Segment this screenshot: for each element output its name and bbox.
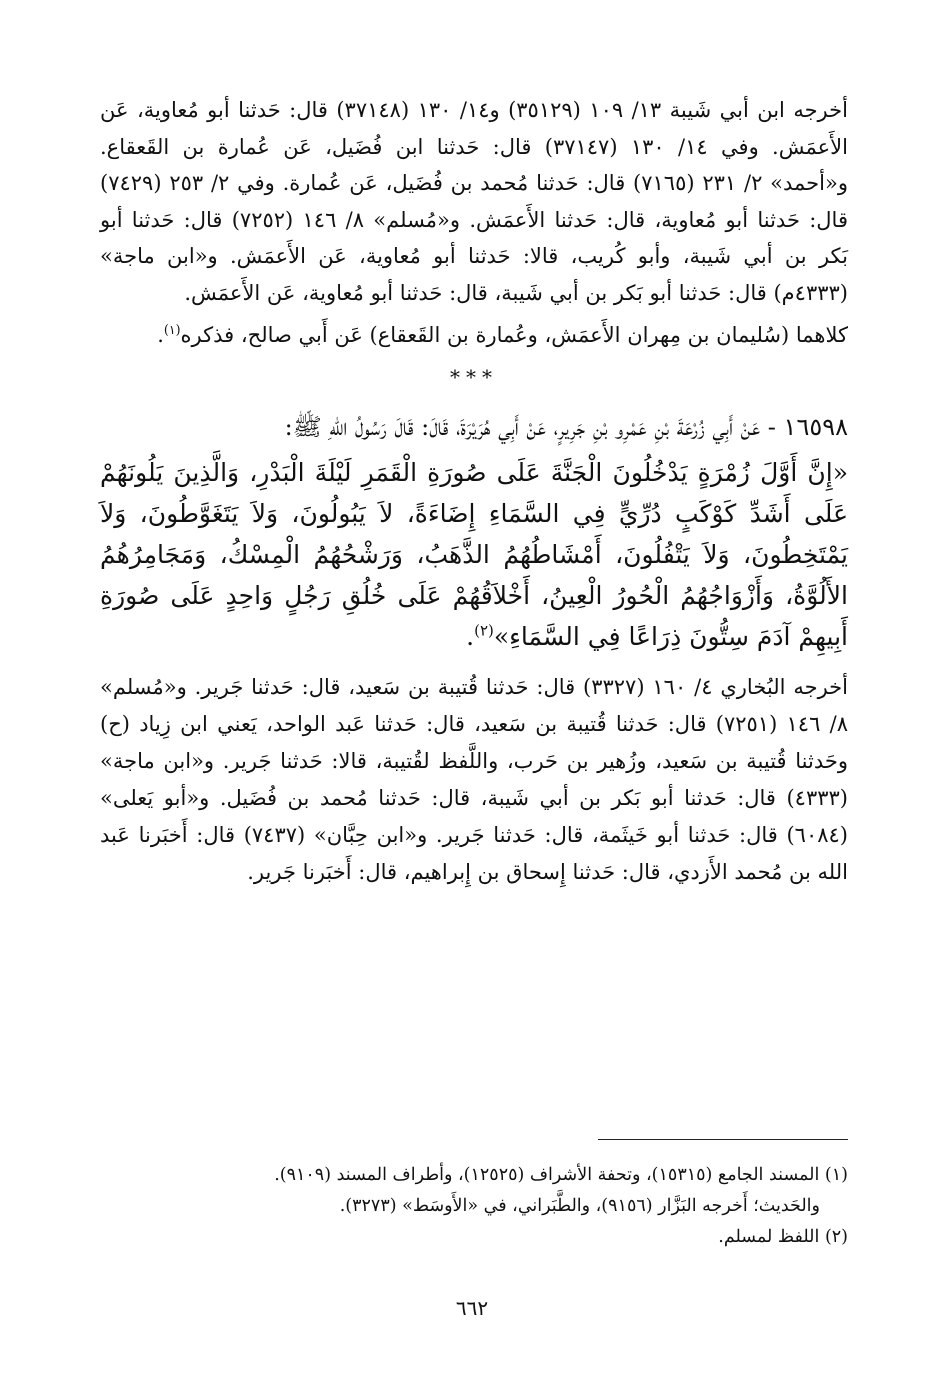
- isnad-summary-end: .: [157, 323, 164, 347]
- footnote-1: (١) المسند الجامع (١٥٣١٥)، وتحفة الأشراف (١٢٥٢٥)، وأطراف المسند (٩١٠٩).: [274, 1165, 848, 1185]
- page-body: [100, 92, 848, 891]
- hadith-text-body: «إِنَّ أَوَّلَ زُمْرَةٍ يَدْخُلُونَ الْجَنَّةَ عَلَى صُورَةِ الْقَمَرِ لَيْلَةَ الْبَدْرِ، وَالَّذِينَ يَلُونَهُمْ عَلَى أَشَدِّ كَوْكَبٍ دُرِّيٍّ فِي السَّمَاءِ إِضَاءَةً، لاَ يَبُولُونَ، وَلاَ يَتَغَوَّطُونَ، وَلاَ يَمْتَخِطُونَ، وَلاَ يَتْفُلُونَ، أَمْشَاطُهُمُ الذَّهَبُ، وَرَشْحُهُمُ الْمِسْكُ، وَمَجَامِرُهُمُ الأَلُوَّةُ، وَأَزْوَاجُهُمُ الْحُورُ الْعِينُ، أَخْلاَقُهُمْ عَلَى خُلُقِ رَجُلٍ وَاحِدٍ عَلَى صُورَةِ أَبِيهِمْ آدَمَ سِتُّونَ ذِرَاعًا فِي السَّمَاءِ»: [100, 457, 848, 651]
- footnote-divider: [598, 1139, 848, 1140]
- footnote-ref-1[interactable]: (١): [163, 322, 181, 337]
- page-number: ٦٦٢: [455, 1296, 489, 1320]
- hadith-text-end: .: [466, 621, 475, 651]
- section-separator: ***: [450, 364, 498, 389]
- hadith-text: [100, 452, 848, 657]
- footnotes: [100, 1160, 848, 1253]
- takhrij-paragraph-2: أخرجه البُخاري ٤/ ١٦٠ (٣٣٢٧) قال: حَدثنا قُتيبة بن سَعيد، قال: حَدثنا جَرير. و«مُسلم» ٨/ ١٤٦ (٧٢٥١) قال: حَدثنا قُتيبة بن سَعيد، قال: حَدثنا عَبد الواحد، يَعني ابن زِياد (ح) وحَدثنا قُتيبة بن سَعيد، وزُهير بن حَرب، واللَّفظ لقُتيبة، قالا: حَدثنا جَرير. و«ابن ماجة» (٤٣٣٣) قال: حَدثنا أبو بَكر بن أبي شَيبة، قال: حَدثنا مُحمد بن فُضَيل. و«أبو يَعلى» (٦٠٨٤) قال: حَدثنا أبو خَيثَمة، قال: حَدثنا جَرير. و«ابن حِبَّان» (٧٤٣٧) قال: أَخبَرنا عَبد الله بن مُحمد الأَزدي، قال: حَدثنا إِسحاق بن إِبراهيم، قال: أَخبَرنا جَرير.: [100, 674, 848, 884]
- isnad-summary: [100, 317, 848, 354]
- isnad-summary-text: كلاهما (سُليمان بن مِهران الأَعمَش، وعُمارة بن القَعقاع) عَن أَبي صالح، فذكره: [180, 323, 848, 347]
- footnote-1-continuation: والحَديث؛ أَخرجه البَزَّار (٩١٥٦)، والطَّبَراني، في «الأَوسَط» (٣٢٧٣).: [339, 1196, 820, 1216]
- footnote-2: (٢) اللفظ لمسلم.: [718, 1227, 848, 1247]
- hadith-header: ١٦٥٩٨ - عَنْ أَبِي زُرْعَةَ بْنِ عَمْرِو بْنِ جَرِيرٍ، عَنْ أَبِي هُرَيْرَةَ، قَالَ: قَالَ رَسُولُ اللهِ ﷺ:: [284, 412, 848, 441]
- takhrij-paragraph-1: أخرجه ابن أبي شَيبة ١٣/ ١٠٩ (٣٥١٢٩) و١٤/ ١٣٠ (٣٧١٤٨) قال: حَدثنا أبو مُعاوية، عَن الأَعمَش. وفي ١٤/ ١٣٠ (٣٧١٤٧) قال: حَدثنا ابن فُضَيل، عَن عُمارة بن القَعقاع. و«أحمد» ٢/ ٢٣١ (٧١٦٥) قال: حَدثنا مُحمد بن فُضَيل، عَن عُمارة. وفي ٢/ ٢٥٣ (٧٤٢٩) قال: حَدثنا أبو مُعاوية، قال: حَدثنا الأَعمَش. و«مُسلم» ٨/ ١٤٦ (٧٢٥٢) قال: حَدثنا أبو بَكر بن أبي شَيبة، وأبو كُريب، قالا: حَدثنا أبو مُعاوية، عَن الأَعمَش. و«ابن ماجة» (٤٣٣٣م) قال: حَدثنا أبو بَكر بن أبي شَيبة، قال: حَدثنا أبو مُعاوية، عَن الأَعمَش.: [100, 98, 848, 305]
- footnote-ref-2[interactable]: (٢): [474, 621, 494, 640]
